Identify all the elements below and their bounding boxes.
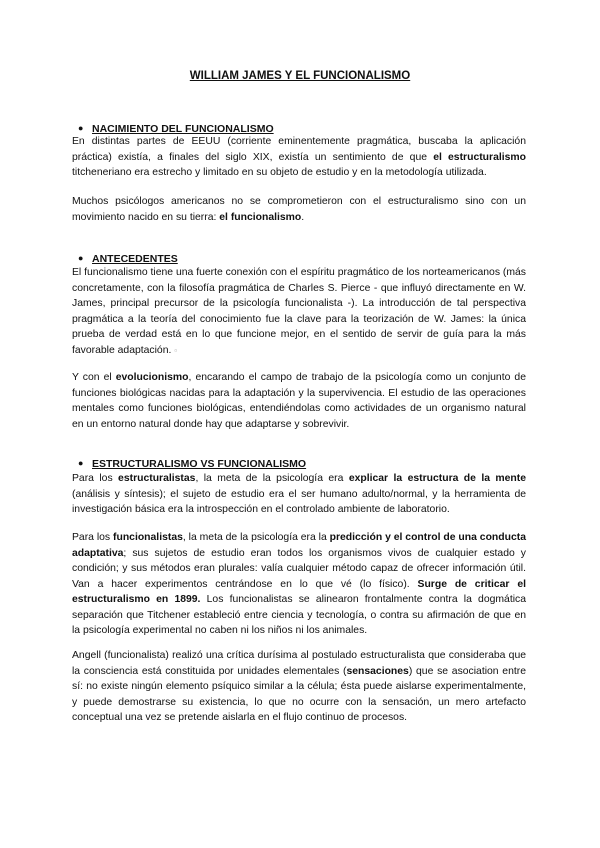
section-heading-estructuralismo-vs-funcionalismo: ● ESTRUCTURALISMO VS FUNCIONALISMO bbox=[78, 458, 307, 470]
paragraph bbox=[72, 648, 526, 726]
bold-text: el funcionalismo bbox=[219, 211, 302, 223]
paragraph bbox=[72, 134, 526, 181]
text-run: titcheneriano era estrecho y limitado en su objeto de estudio y en la metodología utilizada. bbox=[72, 167, 487, 178]
bold-text: el estructuralismo bbox=[433, 151, 526, 163]
paragraph-mark-icon: ▫ bbox=[174, 345, 178, 355]
text-run: En distintas partes de EEUU (corriente eminentemente pragmática, buscaba la aplicación práctica) existía, a finales del siglo XIX, existía un sentimiento de que bbox=[72, 136, 526, 163]
paragraph bbox=[72, 265, 526, 358]
bullet-icon: ● bbox=[78, 123, 84, 133]
text-run: (análisis y síntesis); el sujeto de estudio era el ser humano adulto/normal, y la herramienta de investigación básica era la introspección en el controlado ambiente de laboratorio. bbox=[72, 488, 526, 515]
paragraph bbox=[72, 530, 526, 639]
paragraph bbox=[72, 194, 526, 225]
text-run: Para los bbox=[72, 532, 114, 543]
section-heading-nacimiento: ● NACIMIENTO DEL FUNCIONALISMO bbox=[78, 123, 274, 135]
text-run: Los funcionalistas se alinearon frontalmente contra la dogmática separación que Titchener estableció entre ciencia y tecnología, o contra su afirmación de que en la psicología experimental no caben ni los niños ni los animales. bbox=[72, 594, 526, 636]
text-run: ; sus sujetos de estudio eran todos los organismos vivos de cualquier estado y condición; y sus métodos eran plurales: valía cualquier método capaz de ofrecer información útil. Van a hacer experimentos centrándose en lo que vé (lo físico). bbox=[72, 547, 526, 590]
paragraph bbox=[72, 370, 526, 432]
bold-text: funcionalistas bbox=[113, 532, 183, 543]
bullet-icon: ● bbox=[78, 458, 84, 468]
text-run: , la meta de la psicología era bbox=[195, 473, 349, 484]
text-run: , la meta de la psicología era la bbox=[182, 532, 330, 543]
bold-text: predicción y el control de una conducta adaptativa bbox=[72, 532, 526, 559]
section-heading-antecedentes: ● ANTECEDENTES bbox=[78, 253, 178, 265]
text-run: . bbox=[301, 211, 305, 223]
paragraph bbox=[72, 471, 526, 518]
text-run: , encarando el campo de trabajo de la psicología como un conjunto de funciones biológicas nacidas para la adaptación y la supervivencia. El estudio de las operaciones mentales como funciones biológicas, entendiéndolas como actividades de un organismo natural en un entorno natural donde hay que adaptarse y sobrevivir. bbox=[72, 372, 526, 430]
text-run: Para los bbox=[72, 473, 119, 484]
text-run: Muchos psicólogos americanos no se comprometieron con el estructuralismo sino con un movimiento nacido en su tierra: bbox=[72, 196, 526, 223]
bold-text: sensaciones bbox=[346, 665, 409, 677]
bold-text: evolucionismo bbox=[115, 372, 189, 383]
text-run: El funcionalismo tiene una fuerte conexión con el espíritu pragmático de los norteamericanos (más concretamente, con la filosofía pragmática de Charles S. Pierce - que influyó directamente en W. James, principal precursor de la psicología funcionalista -). La introducción de tal perspectiva pragmática a la teoría del conocimiento fue la clave para la teorización de W. James: la única prueba de verdad está en lo que funcione mejor, en el sentido de servir de guía para la más favorable adaptación. bbox=[72, 267, 526, 356]
text-run: ) que se asociation entre sí: no existe ningún elemento psíquico similar a la célula; ésta puede aislarse experimentalmente, y puede demostrarse su existencia, lo que no ocurre con la sensación, un mero artefacto conceptual una vez se pretende aislarla en el flujo continuo de procesos. bbox=[72, 665, 526, 723]
bullet-icon: ● bbox=[78, 253, 84, 263]
document-title: WILLIAM JAMES Y EL FUNCIONALISMO bbox=[189, 70, 411, 82]
bold-text: estructuralistas bbox=[118, 473, 196, 484]
text-run: Angell (funcionalista) realizó una crítica durísima al postulado estructuralista que consideraba que la consciencia está constituida por unidades elementales ( bbox=[72, 650, 526, 677]
text-run: Y con el bbox=[72, 372, 116, 383]
bold-text: explicar la estructura de la mente bbox=[348, 473, 526, 484]
bold-text: Surge de criticar el estructuralismo en 1899. bbox=[72, 578, 526, 605]
